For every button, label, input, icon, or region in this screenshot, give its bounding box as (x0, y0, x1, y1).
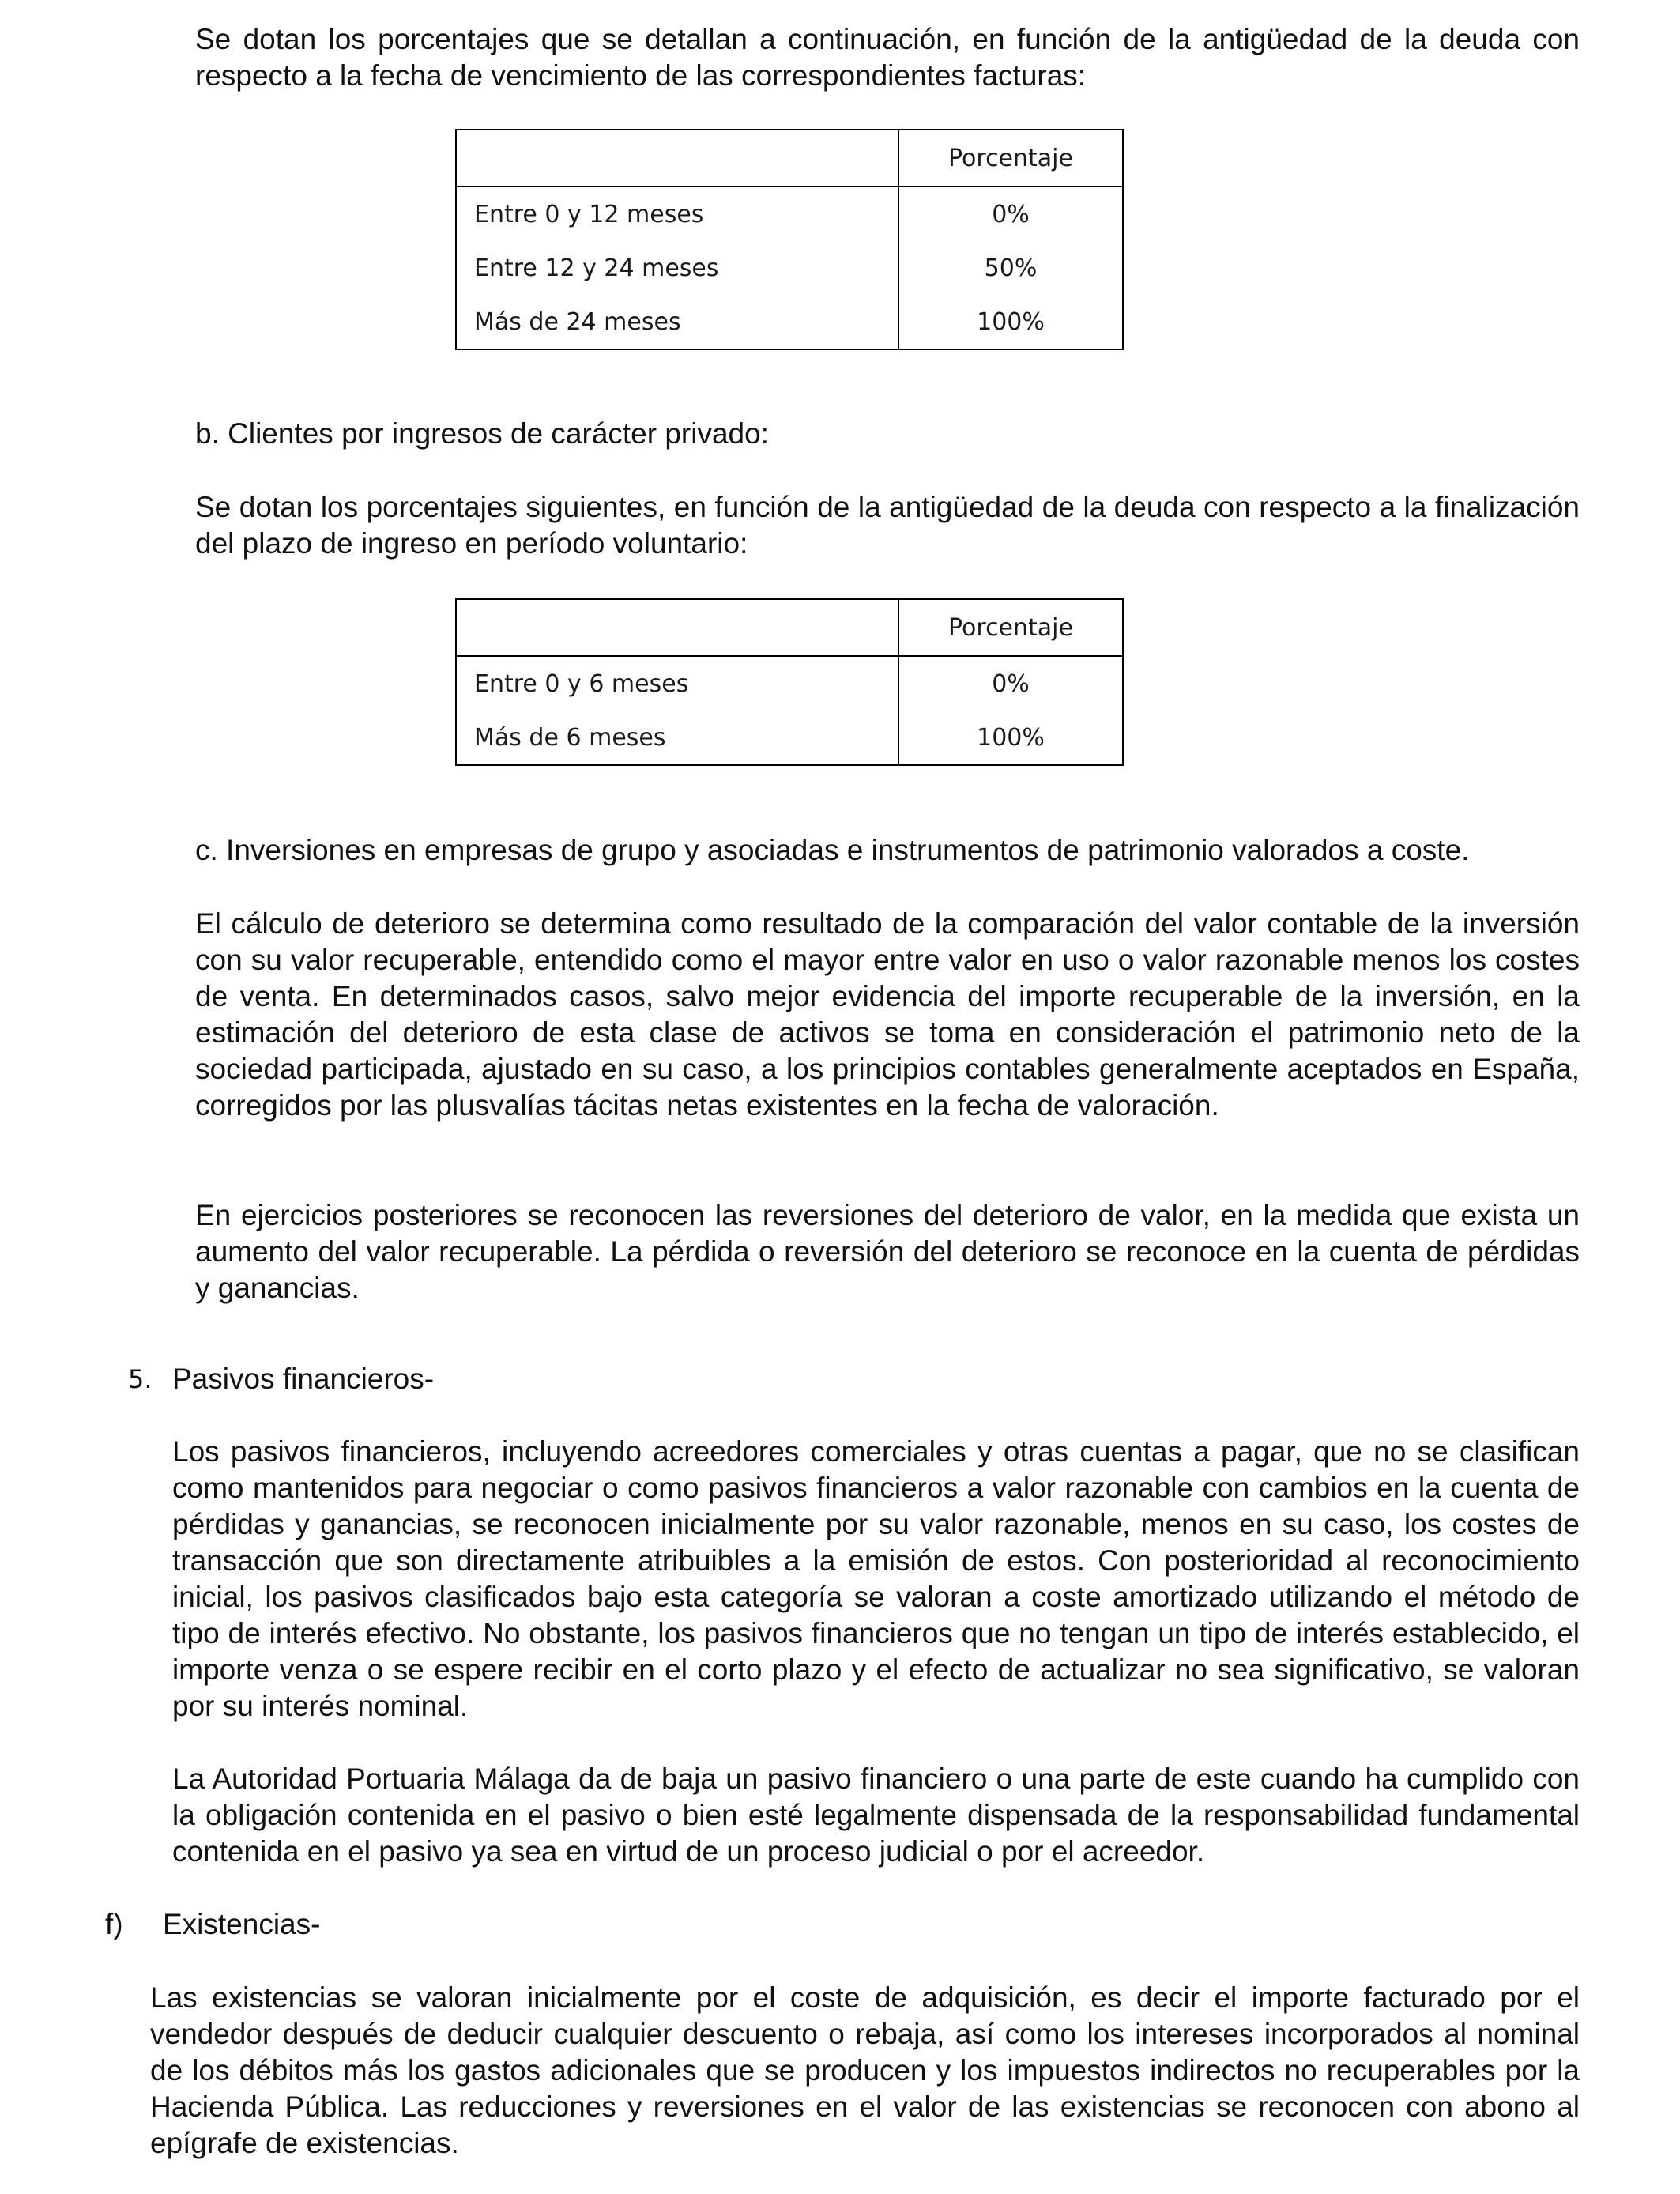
table-row (456, 241, 1123, 295)
table-row (456, 187, 1123, 241)
section-f-heading: Existencias- (163, 1908, 321, 1940)
table-header-cell-percentage: Porcentaje (898, 599, 1123, 656)
table-row-value: 100% (898, 295, 1123, 349)
section-b-heading: b. Clientes por ingresos de carácter privado: (195, 417, 769, 450)
table-header-cell-empty (456, 130, 898, 187)
table-row (456, 656, 1123, 711)
table-row (456, 711, 1123, 765)
table-row-label: Entre 12 y 24 meses (456, 241, 898, 295)
table-row-value: 0% (898, 187, 1123, 241)
section-c-paragraph-2: En ejercicios posteriores se reconocen las reversiones del deterioro de valor, en la medida que exista un aumento del valor recuperable. La pérdida o reversión del deterioro se reconoce en la cuenta de pérdidas y ganancias. (195, 1199, 1580, 1304)
section-5-paragraph-2: La Autoridad Portuaria Málaga da de baja un pasivo financiero o una parte de este cuando ha cumplido con la obligación contenida en el pasivo o bien esté legalmente dispensada de la responsabilidad fundamental contenida en el pasivo ya sea en virtud de un proceso judicial o por el acreedor. (172, 1762, 1580, 1868)
intro-paragraph: Se dotan los porcentajes que se detallan a continuación, en función de la antigüedad de la deuda con respecto a la fecha de vencimiento de las correspondientes facturas: (195, 23, 1580, 92)
table-row (456, 295, 1123, 349)
table-row-label: Entre 0 y 6 meses (456, 656, 898, 711)
section-b-paragraph: Se dotan los porcentajes siguientes, en función de la antigüedad de la deuda con respecto a la finalización del plazo de ingreso en período voluntario: (195, 491, 1580, 560)
percentage-table-private (455, 598, 1124, 766)
table-header-cell-percentage: Porcentaje (898, 130, 1123, 187)
section-5-heading: Pasivos financieros- (172, 1363, 435, 1395)
section-f-paragraph: Las existencias se valoran inicialmente por el coste de adquisición, es decir el importe facturado por el vendedor después de deducir cualquier descuento o rebaja, así como los intereses incorporados al nominal de los débitos más los gastos adicionales que se producen y los impuestos indirectos no recuperables por la Hacienda Pública. Las reducciones y reversiones en el valor de las existencias se reconocen con abono al epígrafe de existencias. (150, 1981, 1580, 2159)
table-row-value: 100% (898, 711, 1123, 765)
table-row-label: Más de 6 meses (456, 711, 898, 765)
section-f-letter: f) (105, 1908, 123, 1940)
section-5-number: 5. (128, 1364, 153, 1394)
table-header-row (456, 130, 1123, 187)
percentage-table-invoices (455, 129, 1124, 350)
section-c-heading: c. Inversiones en empresas de grupo y asociadas e instrumentos de patrimonio valorados a coste. (195, 834, 1470, 866)
table-header-cell-empty (456, 599, 898, 656)
section-5-paragraph-1: Los pasivos financieros, incluyendo acreedores comerciales y otras cuentas a pagar, que no se clasifican como mantenidos para negociar o como pasivos financieros a valor razonable con cambios en la cuenta de pérdidas y ganancias, se reconocen inicialmente por su valor razonable, menos en su caso, los costes de transacción que son directamente atribuibles a la emisión de estos. Con posterioridad al reconocimiento inicial, los pasivos clasificados bajo esta categoría se valoran a coste amortizado utilizando el método de tipo de interés efectivo. No obstante, los pasivos financieros que no tengan un tipo de interés establecido, el importe venza o se espere recibir en el corto plazo y el efecto de actualizar no sea significativo, se valoran por su interés nominal. (172, 1435, 1580, 1722)
table-row-label: Más de 24 meses (456, 295, 898, 349)
table-header-row (456, 599, 1123, 656)
table-row-label: Entre 0 y 12 meses (456, 187, 898, 241)
table-row-value: 50% (898, 241, 1123, 295)
table-row-value: 0% (898, 656, 1123, 711)
section-c-paragraph-1: El cálculo de deterioro se determina como resultado de la comparación del valor contable de la inversión con su valor recuperable, entendido como el mayor entre valor en uso o valor razonable menos los costes de venta. En determinados casos, salvo mejor evidencia del importe recuperable de la inversión, en la estimación del deterioro de esta clase de activos se toma en consideración el patrimonio neto de la sociedad participada, ajustado en su caso, a los principios contables generalmente aceptados en España, corregidos por las plusvalías tácitas netas existentes en la fecha de valoración. (195, 907, 1580, 1122)
